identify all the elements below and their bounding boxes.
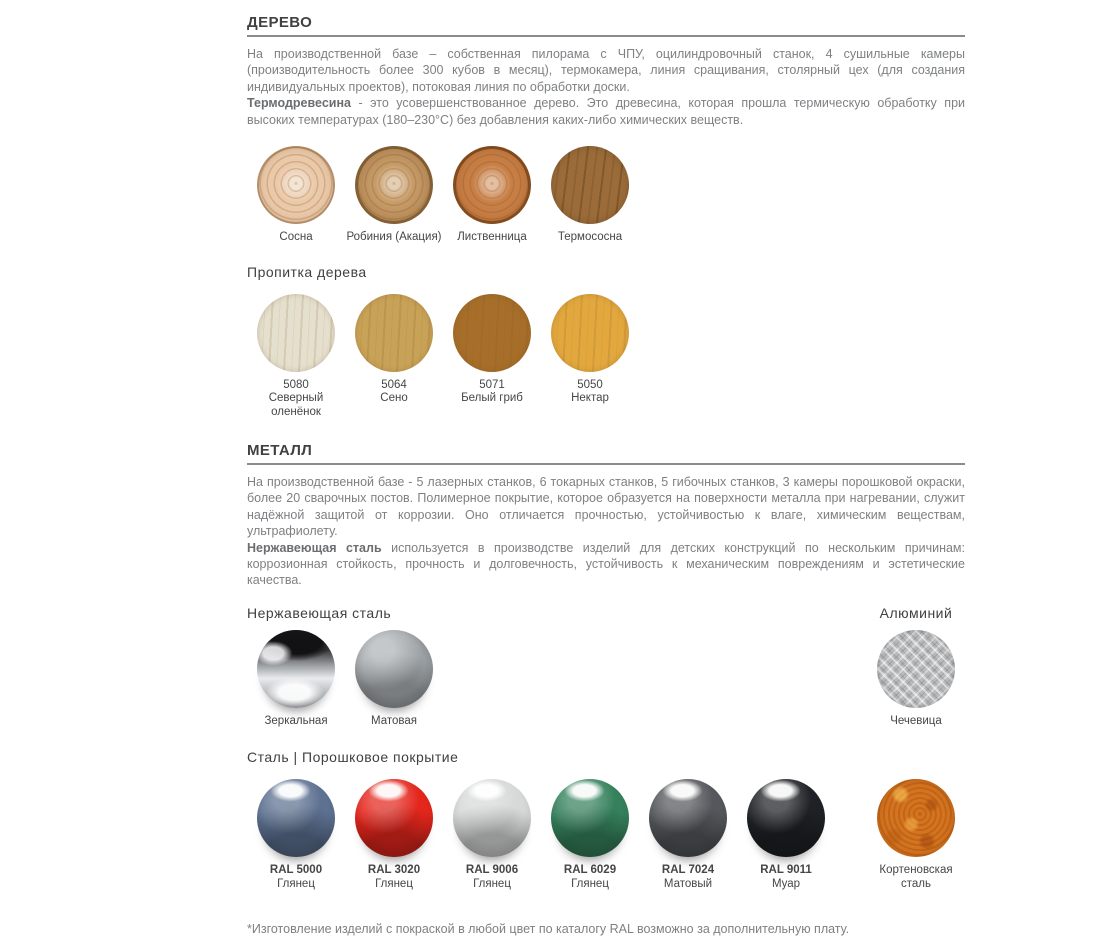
stainless-item-matte xyxy=(345,630,443,729)
powder-item-corten xyxy=(867,779,965,891)
aluminum-swatch-lentil xyxy=(877,630,955,708)
powder-code: RAL 9006 xyxy=(465,864,519,877)
stainless-swatch-matte xyxy=(355,630,433,708)
metal-section-divider xyxy=(247,463,965,465)
impregnation-label xyxy=(443,379,541,406)
thermo-lead-text: Термодревесина xyxy=(247,96,351,111)
powder-code: RAL 9011 xyxy=(760,864,812,877)
impregnation-item-5050 xyxy=(541,294,639,420)
powder-item-ral6029 xyxy=(541,779,639,891)
powder-item-ral9011 xyxy=(737,779,835,891)
impregnation-code: 5050 xyxy=(577,378,603,391)
powder-finish: Матовый xyxy=(663,877,713,890)
impregnation-name: Нектар xyxy=(571,392,609,405)
powder-heading: Сталь | Порошковое покрытие xyxy=(247,749,459,766)
metal-section-title: МЕТАЛЛ xyxy=(247,442,313,460)
stainless-label xyxy=(247,715,345,729)
wood-species-item-listvennica xyxy=(443,146,541,245)
wood-section xyxy=(247,0,965,419)
powder-item-ral3020 xyxy=(345,779,443,891)
wood-species-item-robinia xyxy=(345,146,443,245)
stainless-rest-text: используется в производстве изделий для детских конструкций по нескольким причинам: коррозионная стойкость, прочность и долговечность, устойчивость к механическим повреждениям и эстетические качества. xyxy=(247,540,965,588)
impregnation-code: 5064 xyxy=(381,378,407,391)
corten-steel-swatch xyxy=(877,779,955,857)
wood-swatch-sosna xyxy=(257,146,335,224)
impregnation-row xyxy=(247,294,965,420)
powder-item-ral5000 xyxy=(247,779,345,891)
thermo-rest-text: - это усовершенствованное дерево. Это древесина, которая прошла термическую обработку при высоких температурах (180–230°С) без добавления каких-либо химических веществ. xyxy=(247,96,965,127)
powder-swatch-ral6029 xyxy=(551,779,629,857)
wood-swatch-termososna xyxy=(551,146,629,224)
aluminum-heading: Алюминий xyxy=(879,604,953,621)
impregnation-label xyxy=(541,379,639,406)
impregnation-swatch-5071 xyxy=(453,294,531,372)
wood-section-divider xyxy=(247,35,965,37)
powder-swatch-ral9006 xyxy=(453,779,531,857)
powder-item-ral9006 xyxy=(443,779,541,891)
impregnation-swatch-5064 xyxy=(355,294,433,372)
corten-name: Кортеновская сталь xyxy=(879,864,953,890)
impregnation-swatch-5080 xyxy=(257,294,335,372)
impregnation-name: Белый гриб xyxy=(461,392,523,405)
wood-species-item-termososna xyxy=(541,146,639,245)
wood-species-name: Сосна xyxy=(279,231,313,244)
impregnation-heading: Пропитка дерева xyxy=(247,263,367,280)
powder-label xyxy=(541,864,639,891)
powder-finish: Глянец xyxy=(277,877,315,890)
powder-finish: Глянец xyxy=(473,877,511,890)
stainless-item-mirror xyxy=(247,630,345,729)
wood-section-title: ДЕРЕВО xyxy=(247,14,313,31)
powder-finish: Глянец xyxy=(375,877,413,890)
powder-code: RAL 6029 xyxy=(563,864,617,877)
powder-code: RAL 3020 xyxy=(367,864,421,877)
wood-intro-paragraph: На производственной базе – собственная пилорама с ЧПУ, оцилиндровочный станок, 4 сушильные камеры (производительность более 300 кубов в месяц), термокамера, линия сращивания, столярный цех (для создания индивидуальных проектов), потоковая линия по обработки доски. xyxy=(247,47,965,94)
corten-label xyxy=(867,864,965,891)
aluminum-group xyxy=(867,605,965,729)
wood-species-name: Термососна xyxy=(557,231,623,244)
wood-species-row xyxy=(247,146,965,245)
impregnation-code: 5080 xyxy=(283,378,309,391)
metal-stainless-paragraph xyxy=(247,540,965,589)
powder-item-ral7024 xyxy=(639,779,737,891)
impregnation-item-5064 xyxy=(345,294,443,420)
stainless-name: Зеркальная xyxy=(264,714,328,727)
powder-swatch-ral3020 xyxy=(355,779,433,857)
wood-species-name: Робиния (Акация) xyxy=(346,231,442,244)
stainless-name: Матовая xyxy=(371,714,417,727)
powder-label xyxy=(639,864,737,891)
metal-intro-paragraph: На производственной базе - 5 лазерных станков, 6 токарных станков, 5 гибочных станков, 3 камеры порошковой окраски, более 20 сварочных постов. Полимерное покрытие, которое образуется на поверхности металла при нагревании, служит надёжной защитой от коррозии. Оно отличается прочностью, устойчивостью к влаге, химическим веществам, ультрафиолету. xyxy=(247,475,965,539)
powder-label xyxy=(443,864,541,891)
metal-section xyxy=(247,419,965,937)
powder-label xyxy=(345,864,443,891)
catalog-page xyxy=(247,0,965,937)
impregnation-name: Сено xyxy=(380,392,408,405)
wood-species-label xyxy=(345,231,443,245)
stainless-label xyxy=(345,715,443,729)
wood-species-name: Лиственница xyxy=(457,231,527,244)
wood-species-label xyxy=(247,231,345,245)
impregnation-name: Северный оленёнок xyxy=(268,392,324,418)
stainless-lead-text: Нержавеющая сталь xyxy=(247,540,382,555)
powder-row xyxy=(247,779,965,891)
powder-code: RAL 5000 xyxy=(269,864,323,877)
wood-species-label xyxy=(541,231,639,245)
impregnation-code: 5071 xyxy=(479,378,505,391)
aluminum-label xyxy=(867,715,965,729)
impregnation-item-5071 xyxy=(443,294,541,420)
powder-swatch-ral7024 xyxy=(649,779,727,857)
impregnation-label xyxy=(247,379,345,420)
powder-label xyxy=(737,864,835,891)
wood-thermo-paragraph xyxy=(247,95,965,128)
impregnation-label xyxy=(345,379,443,406)
wood-swatch-listvennica xyxy=(453,146,531,224)
powder-label xyxy=(247,864,345,891)
powder-swatch-ral5000 xyxy=(257,779,335,857)
impregnation-item-5080 xyxy=(247,294,345,420)
powder-swatch-ral9011 xyxy=(747,779,825,857)
stainless-swatch-mirror xyxy=(257,630,335,708)
stainless-heading: Нержавеющая сталь xyxy=(247,604,392,621)
powder-code: RAL 7024 xyxy=(661,864,715,877)
aluminum-name: Чечевица xyxy=(890,714,942,727)
wood-species-label xyxy=(443,231,541,245)
wood-swatch-robinia xyxy=(355,146,433,224)
ral-footnote: *Изготовление изделий с покраской в любой цвет по каталогу RAL возможно за дополнительную плату. xyxy=(247,922,850,937)
stainless-group xyxy=(247,605,443,729)
wood-species-item-sosna xyxy=(247,146,345,245)
stainless-aluminum-row xyxy=(247,605,965,729)
powder-finish: Муар xyxy=(771,877,801,890)
stainless-swatch-row xyxy=(247,630,443,729)
powder-finish: Глянец xyxy=(571,877,609,890)
impregnation-swatch-5050 xyxy=(551,294,629,372)
